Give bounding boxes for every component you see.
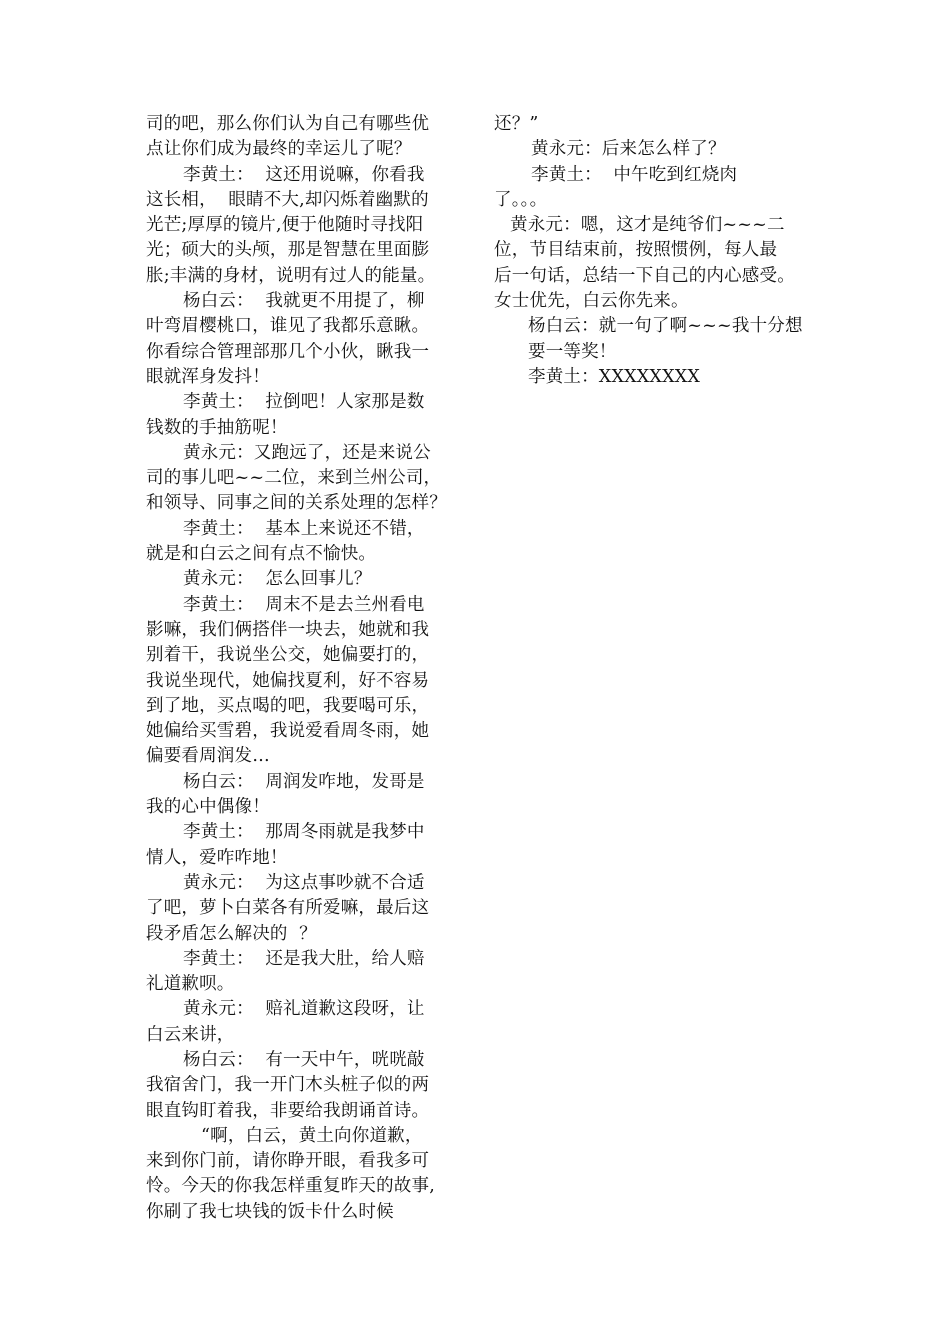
left-text-line: 眼直钩盯着我，非要给我朗诵首诗。: [146, 1100, 430, 1121]
right-text-line: 黄永元：后来怎么样了？: [531, 139, 726, 160]
left-text-line: 光；硕大的头颅，那是智慧在里面膨: [146, 240, 430, 261]
left-text-line: 杨白云： 我就更不用提了，柳: [183, 291, 425, 312]
left-text-line: 眼就浑身发抖！: [146, 366, 270, 387]
left-text-line: 我的心中偶像！: [146, 797, 270, 818]
left-text-line: 杨白云： 有一天中午，咣咣敲: [183, 1049, 425, 1070]
left-text-line: 到了地，买点喝的吧，我要喝可乐，: [146, 695, 430, 716]
left-text-line: 你刷了我七块钱的饭卡什么时候: [146, 1201, 394, 1222]
right-text-line: 李黄土： 中午吃到红烧肉: [531, 164, 738, 185]
left-text-line: 黄永元： 怎么回事儿？: [183, 569, 372, 590]
left-text-line: 胀;丰满的身材，说明有过人的能量。: [146, 265, 436, 286]
left-text-line: 来到你门前，请你睁开眼，看我多可: [146, 1151, 430, 1172]
right-text-line: 杨白云：就一句了啊~~~我十分想: [528, 316, 803, 337]
left-text-line: 我宿舍门，我一开门木头桩子似的两: [146, 1075, 430, 1096]
left-text-line: 别着干，我说坐公交，她偏要打的，: [146, 645, 430, 666]
right-text-line: 后一句话，总结一下自己的内心感受。: [494, 265, 795, 286]
left-text-line: 杨白云： 周润发咋地，发哥是: [183, 771, 425, 792]
right-text-line: 要一等奖！: [528, 341, 617, 362]
left-text-line: 钱数的手抽筋呢！: [146, 417, 288, 438]
left-text-line: 就是和白云之间有点不愉快。: [146, 544, 377, 565]
left-text-column: [146, 112, 464, 1225]
right-text-line: 还？”: [494, 114, 539, 134]
left-text-line: 段矛盾怎么解决的 ？: [146, 923, 317, 944]
left-text-line: 李黄土： 基本上来说还不错，: [183, 518, 425, 539]
left-text-line: 她偏给买雪碧，我说爱看周冬雨，她: [146, 721, 430, 742]
left-text-line: 了吧，萝卜白菜各有所爱嘛，最后这: [146, 898, 430, 919]
left-text-line: 李黄土： 拉倒吧！人家那是数: [183, 392, 425, 413]
left-text-line: 光芒;厚厚的镜片,便于他随时寻找阳: [146, 215, 424, 236]
left-text-line: 司的吧，那么你们认为自己有哪些优: [146, 114, 430, 134]
left-text-line: 点让你们成为最终的幸运儿了呢？: [146, 139, 412, 160]
left-text-line: 你看综合管理部那几个小伙，瞅我一: [146, 341, 430, 362]
left-text-line: 司的事儿吧~~二位，来到兰州公司，: [146, 468, 442, 489]
left-text-line: 偏要看周润发…: [146, 746, 270, 767]
left-text-line: 黄永元： 赔礼道歉这段呀，让: [183, 999, 425, 1020]
left-text-line: 我说坐现代，她偏找夏利，好不容易: [146, 670, 430, 691]
right-text-line: 黄永元：嗯，这才是纯爷们~~~二: [510, 215, 785, 236]
left-text-line: 李黄土： 这还用说嘛，你看我: [183, 164, 425, 185]
right-text-column: [494, 112, 812, 390]
left-text-line: 叶弯眉樱桃口，谁见了我都乐意瞅。: [146, 316, 430, 337]
left-text-line: 怜。今天的你我怎样重复昨天的故事,: [146, 1176, 435, 1197]
left-text-line: 李黄土： 还是我大肚，给人赔: [183, 948, 425, 969]
left-text-line: 黄永元：又跑远了，还是来说公: [183, 442, 431, 463]
right-text-line: 位，节目结束前，按照惯例，每人最: [494, 240, 778, 261]
left-text-line: 情人，爱咋咋地！: [146, 847, 288, 868]
left-text-line: 白云来讲，: [146, 1024, 235, 1045]
left-text-line: 和领导、同事之间的关系处理的怎样？: [146, 493, 447, 514]
left-text-line: 这长相， 眼睛不大,却闪烁着幽默的: [146, 189, 429, 210]
left-text-line: 李黄土： 那周冬雨就是我梦中: [183, 822, 425, 843]
right-text-line: 了。。。: [494, 189, 548, 210]
left-text-line: 李黄土： 周末不是去兰州看电: [183, 594, 425, 615]
left-text-line: “啊，白云，黄土向你道歉，: [201, 1125, 423, 1146]
right-text-line: 李黄土：XXXXXXXX: [528, 366, 701, 387]
left-text-line: 影嘛，我们俩搭伴一块去，她就和我: [146, 619, 430, 640]
right-text-line: 女士优先，白云你先来。: [494, 291, 689, 312]
left-text-line: 黄永元： 为这点事吵就不合适: [183, 872, 425, 893]
left-text-line: 礼道歉呗。: [146, 974, 235, 995]
